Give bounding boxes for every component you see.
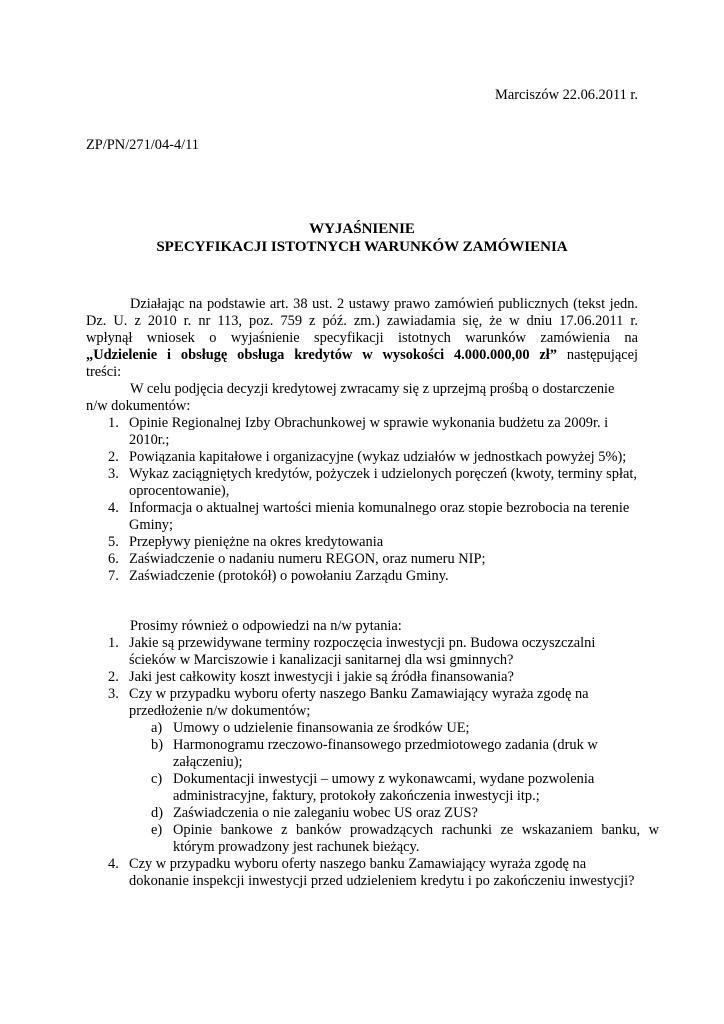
question-text: Czy w przypadku wyboru oferty naszego Banku Zamawiający wyraża zgodę na przedłożenie n/w dokumentów;: [129, 686, 589, 719]
title-line-1: WYJAŚNIENIE: [309, 221, 415, 237]
questions-intro: Prosimy również o odpowiedzi na n/w pytania:: [130, 618, 402, 634]
list-item: [86, 449, 638, 466]
question-item: [86, 669, 638, 686]
list-item: [86, 466, 638, 500]
list-item: [86, 534, 638, 551]
list-item-text: Powiązania kapitałowe i organizacyjne (wykaz udziałów w jednostkach powyżej 5%);: [129, 449, 627, 465]
question-marker: 1.: [108, 635, 119, 651]
question-item: [86, 686, 659, 856]
sub-item-text: Dokumentacji inwestycji – umowy z wykonawcami, wydane pozwolenia administracyjne, faktury, protokoły zakończenia inwestycji itp.;: [173, 771, 595, 804]
sub-item-text: Harmonogramu rzeczowo-finansowego przedmiotowego zadania (druk w załączeniu);: [173, 737, 598, 770]
sub-item: [129, 771, 659, 805]
intro-line-2: Dz. U. z 2010 r. nr 113, poz. 759 z póź. zm.) zawiadamia się, że w dniu 17.06.2011 r.: [86, 313, 638, 329]
sub-marker: a): [151, 720, 163, 736]
sub-item: [129, 805, 659, 822]
sub-item: [129, 822, 659, 856]
sub-marker: e): [151, 822, 163, 838]
question-text: Czy w przypadku wyboru oferty naszego banku Zamawiający wyraża zgodę na dokonanie inspekcji inwestycji przed udzieleniem kredytu i po zakończeniu inwestycji?: [129, 856, 635, 889]
question-item: [86, 635, 638, 669]
reference-number: ZP/PN/271/04-4/11: [86, 137, 200, 153]
list-item-text: Zaświadczenie (protokół) o powołaniu Zarządu Gminy.: [129, 568, 449, 584]
title-line-2: SPECYFIKACJI ISTOTNYCH WARUNKÓW ZAMÓWIENIA: [156, 239, 568, 255]
list-item: [86, 500, 638, 534]
sub-marker: d): [151, 805, 163, 821]
document-title: [86, 220, 638, 256]
intro-line-3: wpłynął wniosek o wyjaśnienie specyfikacji istotnych warunków zamówienia na: [86, 330, 638, 346]
place-date: Marciszów 22.06.2011 r.: [495, 87, 638, 103]
list-item-text: Zaświadczenie o nadaniu numeru REGON, oraz numeru NIP;: [129, 551, 486, 567]
list-marker: 3.: [108, 466, 119, 482]
sub-list: [129, 720, 659, 856]
documents-list: [86, 415, 638, 585]
intro-line-1: Działając na podstawie art. 38 ust. 2 ustawy prawo zamówień publicznych (tekst jedn.: [130, 296, 638, 312]
list-marker: 4.: [108, 500, 119, 516]
list-marker: 6.: [108, 551, 119, 567]
list-item-text: Opinie Regionalnej Izby Obrachunkowej w sprawie wykonania budżetu za 2009r. i 2010r.;: [129, 415, 609, 448]
request-paragraph: [86, 381, 638, 415]
sub-item-text: Umowy o udzielenie finansowania ze środków UE;: [173, 720, 470, 736]
question-marker: 3.: [108, 686, 119, 702]
document-body: [86, 296, 659, 890]
subject-bold: „Udzielenie i obsługę obsługa kredytów w wysokości 4.000.000,00 zł”: [86, 347, 557, 363]
sub-item: [129, 720, 659, 737]
list-item: [86, 415, 638, 449]
list-item: [86, 551, 638, 568]
intro-line-4-rest: następującej: [557, 347, 639, 363]
request-line-1: W celu podjęcia decyzji kredytowej zwracamy się z uprzejmą prośbą o dostarczenie: [130, 381, 615, 397]
list-item-text: Przepływy pieniężne na okres kredytowania: [129, 534, 384, 550]
sub-item-text: Zaświadczenia o nie zaleganiu wobec US oraz ZUS?: [173, 805, 478, 821]
sub-marker: c): [151, 771, 163, 787]
document-page: [86, 0, 659, 1024]
intro-paragraph: [86, 296, 638, 381]
list-marker: 2.: [108, 449, 119, 465]
intro-line-4: [86, 347, 638, 364]
request-line-2: n/w dokumentów:: [86, 398, 191, 414]
sub-marker: b): [151, 737, 163, 753]
sub-item: [129, 737, 659, 771]
question-text: Jaki jest całkowity koszt inwestycji i jakie są źródła finansowania?: [129, 669, 514, 685]
list-item-text: Wykaz zaciągniętych kredytów, pożyczek i udzielonych poręczeń (kwoty, terminy spłat, oprocentowanie),: [129, 466, 637, 499]
list-item: [86, 568, 638, 585]
list-marker: 5.: [108, 534, 119, 550]
question-item: [86, 856, 638, 890]
list-item-text: Informacja o aktualnej wartości mienia komunalnego oraz stopie bezrobocia na terenie Gminy;: [129, 500, 630, 533]
question-marker: 4.: [108, 856, 119, 872]
list-marker: 1.: [108, 415, 119, 431]
question-marker: 2.: [108, 669, 119, 685]
list-marker: 7.: [108, 568, 119, 584]
intro-line-5: treści:: [86, 364, 122, 380]
question-text: Jakie są przewidywane terminy rozpoczęcia inwestycji pn. Budowa oczyszczalni ścieków w Marciszowie i kanalizacji sanitarnej dla wsi gminnych?: [129, 635, 596, 668]
sub-item-text: Opinie bankowe z banków prowadzących rachunki ze wskazaniem banku, w którym prowadzony jest rachunek bieżący.: [173, 822, 659, 855]
questions-list: [86, 635, 659, 890]
